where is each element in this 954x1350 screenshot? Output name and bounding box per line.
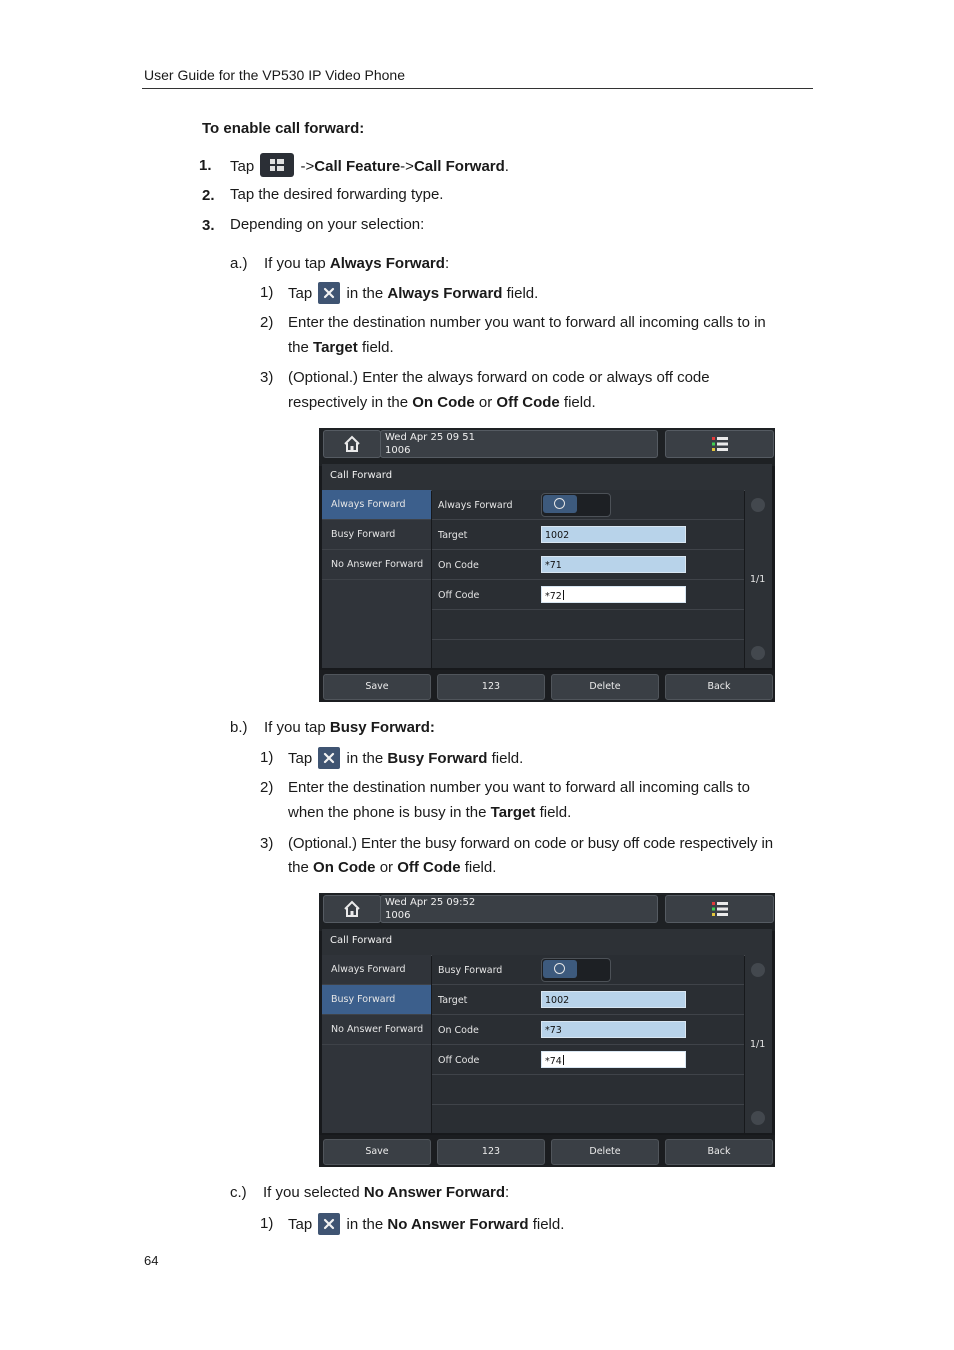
sub-b-step-2-line1: Enter the destination number you want to forward all incoming calls to bbox=[288, 779, 750, 796]
status-display bbox=[380, 430, 658, 458]
settings-row: Target 1002 bbox=[432, 985, 744, 1015]
sub-a-step-2-line2: the Target field. bbox=[288, 339, 394, 356]
step-3-text: Depending on your selection: bbox=[230, 216, 425, 233]
sub-b-step-3-line1: (Optional.) Enter the busy forward on code or busy off code respectively in bbox=[288, 835, 773, 852]
sub-b-step-1: Tap in the Busy Forward field. bbox=[288, 748, 523, 770]
sub-b-step-3-line2: the On Code or Off Code field. bbox=[288, 859, 497, 876]
menu-button[interactable] bbox=[665, 895, 774, 923]
softkey-bar bbox=[319, 1135, 775, 1167]
home-button[interactable] bbox=[323, 430, 381, 458]
sub-b-intro: If you tap Busy Forward: bbox=[264, 719, 435, 736]
sub-a-step-3-line2: respectively in the On Code or Off Code field. bbox=[288, 394, 596, 411]
sub-a-step-1: Tap in the Always Forward field. bbox=[288, 283, 538, 305]
apps-menu-icon bbox=[260, 153, 294, 177]
sub-step-label: b.) bbox=[230, 719, 248, 736]
screen-title-bar: Call Forward bbox=[322, 929, 772, 956]
sub-step-number: 1) bbox=[260, 1215, 274, 1232]
step-number: 2. bbox=[202, 187, 215, 204]
phone-screen-always-forward bbox=[319, 428, 775, 702]
settings-row: On Code *73 bbox=[432, 1015, 744, 1045]
phone-screen-busy-forward bbox=[319, 893, 775, 1167]
status-bar bbox=[319, 428, 775, 466]
settings-row: On Code *71 bbox=[432, 550, 744, 580]
sub-b-step-2-line2: when the phone is busy in the Target field. bbox=[288, 804, 572, 821]
page-number: 64 bbox=[144, 1253, 159, 1268]
sub-c-step-1: Tap in the No Answer Forward field. bbox=[288, 1214, 564, 1236]
delete-softkey[interactable]: Delete bbox=[551, 674, 659, 700]
settings-row: Busy Forward bbox=[432, 955, 744, 985]
sub-step-number: 3) bbox=[260, 369, 274, 386]
home-icon bbox=[324, 896, 380, 922]
page-indicator: 1/1 bbox=[750, 574, 766, 585]
input-mode-softkey[interactable]: 123 bbox=[437, 1139, 545, 1165]
menu-button[interactable] bbox=[665, 430, 774, 458]
scroll-down-icon[interactable] bbox=[751, 1111, 765, 1125]
status-date: Wed Apr 25 09:52 bbox=[385, 897, 476, 908]
sub-step-label: a.) bbox=[230, 255, 248, 272]
list-item-busy-forward[interactable]: Busy Forward bbox=[322, 520, 431, 550]
on-code-field[interactable]: *71 bbox=[541, 556, 686, 573]
delete-softkey[interactable]: Delete bbox=[551, 1139, 659, 1165]
close-icon bbox=[318, 282, 340, 304]
input-mode-softkey[interactable]: 123 bbox=[437, 674, 545, 700]
off-code-field[interactable]: *74 bbox=[541, 1051, 686, 1068]
settings-panel bbox=[432, 490, 744, 668]
text-cursor bbox=[563, 1055, 564, 1065]
toggle-circle-icon bbox=[554, 963, 565, 974]
sub-step-number: 2) bbox=[260, 779, 274, 796]
home-icon bbox=[324, 431, 380, 457]
scroll-down-icon[interactable] bbox=[751, 646, 765, 660]
off-code-field[interactable]: *72 bbox=[541, 586, 686, 603]
header-divider bbox=[142, 88, 813, 89]
step-number: 1. bbox=[199, 157, 212, 174]
settings-row: Always Forward bbox=[432, 490, 744, 520]
section-heading: To enable call forward: bbox=[202, 120, 365, 137]
list-menu-icon bbox=[666, 896, 773, 922]
list-item-always-forward[interactable]: Always Forward bbox=[322, 490, 431, 520]
toggle-circle-icon bbox=[554, 498, 565, 509]
list-item-busy-forward[interactable]: Busy Forward bbox=[322, 985, 431, 1015]
step-1-text: Tap ->Call Feature->Call Forward. bbox=[230, 155, 509, 179]
list-item-no-answer-forward[interactable]: No Answer Forward bbox=[322, 550, 431, 580]
settings-row: Off Code *74 bbox=[432, 1045, 744, 1075]
list-item-always-forward[interactable]: Always Forward bbox=[322, 955, 431, 985]
status-bar bbox=[319, 893, 775, 931]
empty-row bbox=[432, 1075, 744, 1105]
forward-toggle[interactable] bbox=[541, 493, 611, 517]
on-code-field[interactable]: *73 bbox=[541, 1021, 686, 1038]
forward-type-list bbox=[322, 490, 431, 668]
status-extension: 1006 bbox=[385, 445, 411, 456]
screen-title-bar: Call Forward bbox=[322, 464, 772, 491]
list-item-no-answer-forward[interactable]: No Answer Forward bbox=[322, 1015, 431, 1045]
forward-type-list bbox=[322, 955, 431, 1133]
pager bbox=[745, 955, 772, 1133]
sub-a-step-2-line1: Enter the destination number you want to forward all incoming calls to in bbox=[288, 314, 766, 331]
home-button[interactable] bbox=[323, 895, 381, 923]
page-indicator: 1/1 bbox=[750, 1039, 766, 1050]
sub-step-number: 1) bbox=[260, 284, 274, 301]
save-softkey[interactable]: Save bbox=[323, 1139, 431, 1165]
save-softkey[interactable]: Save bbox=[323, 674, 431, 700]
status-extension: 1006 bbox=[385, 910, 411, 921]
pager bbox=[745, 490, 772, 668]
step-2-text: Tap the desired forwarding type. bbox=[230, 186, 444, 203]
sub-step-label: c.) bbox=[230, 1184, 247, 1201]
settings-panel bbox=[432, 955, 744, 1133]
sub-step-number: 3) bbox=[260, 835, 274, 852]
sub-a-step-3-line1: (Optional.) Enter the always forward on code or always off code bbox=[288, 369, 710, 386]
empty-row bbox=[432, 610, 744, 640]
status-display bbox=[380, 895, 658, 923]
scroll-up-icon[interactable] bbox=[751, 963, 765, 977]
forward-toggle[interactable] bbox=[541, 958, 611, 982]
sub-a-intro: If you tap Always Forward: bbox=[264, 255, 450, 272]
back-softkey[interactable]: Back bbox=[665, 674, 773, 700]
sub-step-number: 1) bbox=[260, 749, 274, 766]
settings-row: Target 1002 bbox=[432, 520, 744, 550]
softkey-bar bbox=[319, 670, 775, 702]
target-field[interactable]: 1002 bbox=[541, 991, 686, 1008]
scroll-up-icon[interactable] bbox=[751, 498, 765, 512]
step-number: 3. bbox=[202, 217, 215, 234]
close-icon bbox=[318, 747, 340, 769]
document-header: User Guide for the VP530 IP Video Phone bbox=[144, 67, 405, 83]
close-icon bbox=[318, 1213, 340, 1235]
settings-row: Off Code *72 bbox=[432, 580, 744, 610]
list-menu-icon bbox=[666, 431, 773, 457]
status-date: Wed Apr 25 09 51 bbox=[385, 432, 475, 443]
sub-c-intro: If you selected No Answer Forward: bbox=[263, 1184, 510, 1201]
back-softkey[interactable]: Back bbox=[665, 1139, 773, 1165]
target-field[interactable]: 1002 bbox=[541, 526, 686, 543]
sub-step-number: 2) bbox=[260, 314, 274, 331]
text-cursor bbox=[563, 590, 564, 600]
